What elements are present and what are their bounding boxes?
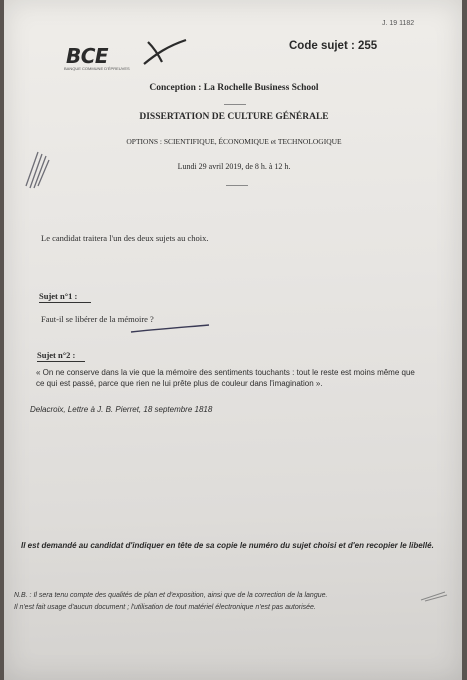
sujet1-label: Sujet n°1 : <box>39 291 78 301</box>
handwritten-underline <box>129 322 211 334</box>
sujet1-underline <box>39 302 91 303</box>
exam-sheet <box>4 0 462 680</box>
nb-label: N.B. : <box>14 592 32 599</box>
bce-logo <box>62 34 192 76</box>
instruction-text: Le candidat traitera l'un des deux sujets au choix. <box>41 233 209 243</box>
exam-date: Lundi 29 avril 2019, de 8 h. à 12 h. <box>177 162 291 171</box>
logo-swoosh-icon <box>140 36 188 68</box>
sujet2-quote: « On ne conserve dans la vie que la mémoire des sentiments touchants : tout le reste est moins même que ce qui est passé, parce que rien ne lui prête plus de couleur dans l'imagination ». <box>36 368 415 388</box>
code-sujet: Code sujet : 255 <box>289 40 378 52</box>
nb-line-2: Il n'est fait usage d'aucun document ; l'utilisation de tout matériel électronique n'est pas autorisée. <box>14 604 316 611</box>
sujet2-citation: Delacroix, Lettre à J. B. Pierret, 18 septembre 1818 <box>30 405 213 414</box>
exam-options: OPTIONS : SCIENTIFIQUE, ÉCONOMIQUE et TECHNOLOGIQUE <box>126 137 342 146</box>
logo-subtitle: BANQUE COMMUNE D'ÉPREUVES <box>64 66 130 71</box>
divider <box>226 185 248 186</box>
logo-text: BCE <box>66 44 109 68</box>
exam-title: DISSERTATION DE CULTURE GÉNÉRALE <box>139 112 329 122</box>
sujet2-label: Sujet n°2 : <box>37 350 76 360</box>
candidate-demand: Il est demandé au candidat d'indiquer en tête de sa copie le numéro du sujet choisi et d'en recopier le libellé. <box>21 541 434 550</box>
nb-section <box>14 590 454 614</box>
divider <box>224 104 246 105</box>
sujet1-question: Faut-il se libérer de la mémoire ? <box>41 314 154 324</box>
reference-number: J. 19 1182 <box>382 20 415 27</box>
conception-line: Conception : La Rochelle Business School <box>149 83 319 93</box>
pen-mark-icon <box>419 588 449 602</box>
nb-line-1: Il sera tenu compte des qualités de plan et d'exposition, ainsi que de la correction de la langue. <box>33 592 328 599</box>
sujet2-underline <box>37 361 85 362</box>
pen-mark-icon <box>22 148 52 190</box>
